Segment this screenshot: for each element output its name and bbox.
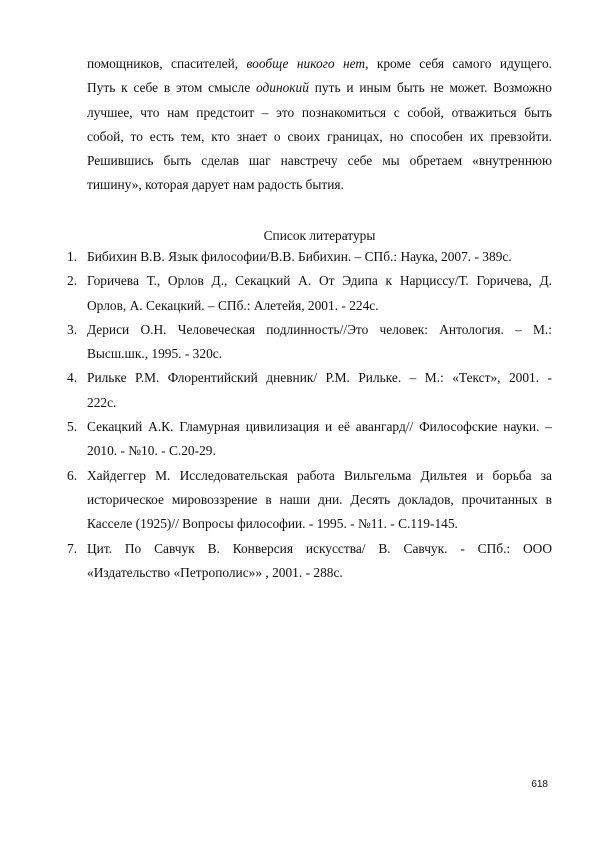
line-text: тишину», которая дарует нам радость бытия.: [87, 177, 344, 193]
reference-number: 6.: [67, 467, 78, 483]
line-text: собой, то есть тем, кто знает о своих границах, но способен их превзойти.: [87, 128, 552, 144]
reference-line: Касселе (1925)// Вопросы философии. - 1995. - №11. - С.119-145.: [87, 516, 458, 532]
line-text: Путь к себе в этом смысле: [87, 80, 256, 96]
reference-number: 3.: [67, 321, 78, 337]
reference-number: 4.: [67, 370, 78, 386]
reference-line: Хайдеггер М. Исследовательская работа Вильгельма Дильтея и борьба за: [87, 467, 552, 483]
paragraph-line: [87, 173, 552, 197]
italic-emphasis: вообще никого нет: [246, 56, 366, 71]
reference-line: 222с.: [87, 394, 117, 410]
reference-item: [62, 269, 552, 318]
paragraph-line: [87, 125, 552, 149]
line-text: помощников, спасителей,: [87, 56, 247, 71]
references-list: [62, 245, 552, 585]
paragraph-line: [87, 76, 552, 100]
references-title: Список литературы: [263, 228, 376, 243]
reference-line: Рильке Р.М. Флорентийский дневник/ Р.М. Рильке. – М.: «Текст», 2001. -: [87, 370, 552, 386]
body-paragraph: [87, 52, 552, 198]
reference-line: историческое мировоззрение в наши дни. Десять докладов, прочитанных в: [87, 491, 552, 507]
reference-line: Секацкий А.К. Гламурная цивилизация и её авангард// Философские науки. –: [87, 419, 552, 435]
reference-line: Дериси О.Н. Человеческая подлинность//Это человек: Антология. – М.:: [87, 321, 552, 337]
reference-line: Бибихин В.В. Язык философии/В.В. Бибихин. – СПб.: Наука, 2007. - 389с.: [87, 249, 512, 264]
reference-number: 7.: [67, 540, 78, 556]
reference-item: [62, 245, 552, 269]
reference-line: 2010. - №10. - С.20-29.: [87, 443, 216, 459]
reference-line: «Издательство «Петрополис»» , 2001. - 288с.: [87, 564, 343, 580]
line-text: , кроме себя самого идущего.: [365, 56, 552, 71]
reference-number: 5.: [67, 419, 78, 435]
paragraph-line: [87, 101, 552, 125]
reference-item: [62, 415, 552, 464]
line-text: путь и иным быть не может. Возможно: [308, 80, 552, 96]
reference-number: 2.: [67, 273, 78, 289]
page-number: 618: [531, 779, 548, 790]
italic-emphasis: одинокий: [255, 80, 309, 96]
reference-line: Орлов, А. Секацкий. – СПб.: Алетейя, 2001. - 224с.: [87, 297, 379, 313]
reference-item: [62, 318, 552, 367]
paragraph-line: [87, 52, 552, 76]
reference-item: [62, 464, 552, 537]
paragraph-line: [87, 149, 552, 173]
reference-number: 1.: [67, 249, 78, 264]
reference-item: [62, 366, 552, 415]
reference-line: Горичева Т., Орлов Д., Секацкий А. От Эдипа к Нарциссу/Т. Горичева, Д.: [87, 273, 552, 289]
reference-line: Высш.шк., 1995. - 320с.: [87, 346, 223, 362]
line-text: лучшее, что нам предстоит – это познакомиться с собой, отважиться быть: [87, 104, 552, 120]
line-text: Решившись быть сделав шаг навстречу себе мы обретаем «внутреннюю: [87, 153, 552, 169]
reference-line: Цит. По Савчук В. Конверсия искусства/ В. Савчук. - СПб.: ООО: [87, 540, 552, 556]
reference-item: [62, 537, 552, 586]
